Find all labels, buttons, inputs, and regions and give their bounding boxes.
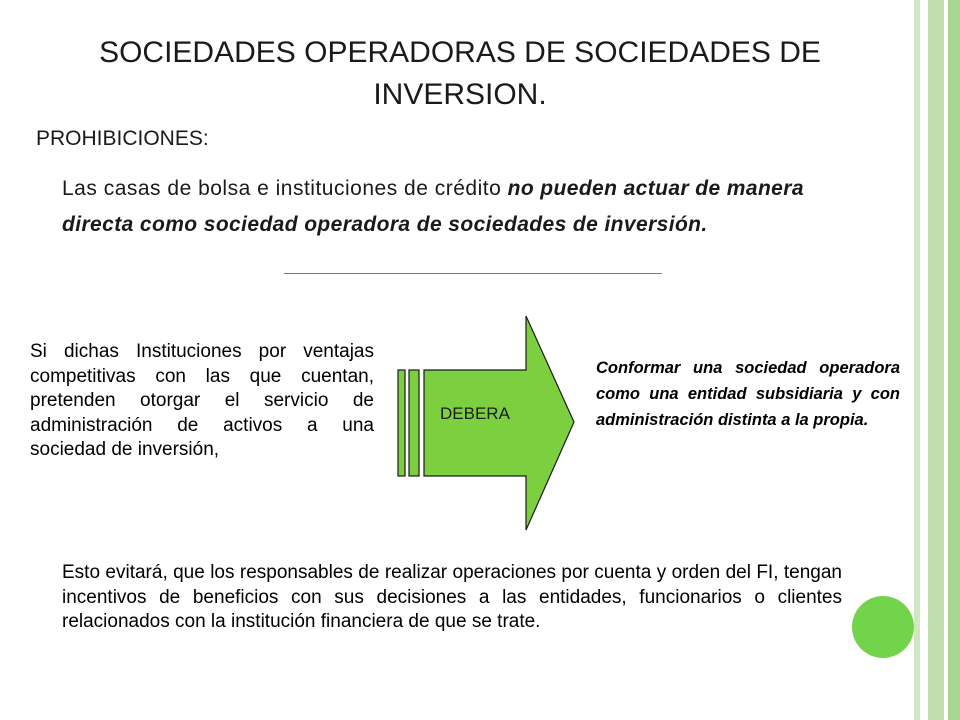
arrow-label: DEBERA: [440, 404, 510, 423]
arrow-stripe-2: [409, 370, 419, 476]
slide-title: SOCIEDADES OPERADORAS DE SOCIEDADES DE INVERSION.: [99, 36, 821, 111]
lead-paragraph: [62, 171, 862, 243]
striped-arrow-shape: [396, 314, 576, 534]
emphasis-underline: [284, 273, 662, 274]
condition-paragraph: Si dichas Instituciones por ventajas competitivas con las que cuentan, pretenden otorgar el servicio de administración de activos a una sociedad de inversión,: [30, 341, 374, 460]
decorative-green-circle: [852, 596, 914, 658]
lead-emphasis-text: no pueden actuar de manera directa como sociedad operadora de sociedades de inversión.: [62, 177, 804, 236]
result-paragraph: Conformar una sociedad operadora como una entidad subsidiaria y con administración distinta a la propia.: [596, 359, 900, 429]
arrow-stripe-1: [398, 370, 405, 476]
slide-subtitle: PROHIBICIONES:: [36, 127, 209, 150]
consequence-paragraph: Esto evitará, que los responsables de realizar operaciones por cuenta y orden del FI, tengan incentivos de beneficios con sus decisiones a las entidades, funcionarios o clientes relacionados con la institución financiera de que se trate.: [62, 562, 842, 632]
lead-plain-text: Las casas de bolsa e instituciones de crédito: [62, 177, 508, 200]
decorative-side-stripes: [908, 0, 960, 720]
